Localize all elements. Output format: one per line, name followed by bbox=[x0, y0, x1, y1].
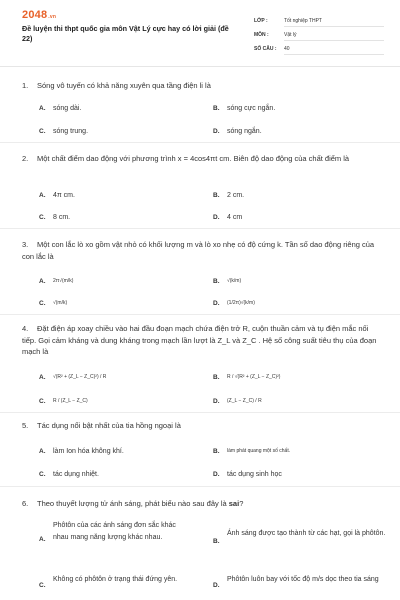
option-text: tác dụng sinh học bbox=[227, 471, 282, 478]
option-letter: C. bbox=[39, 582, 46, 589]
meta-count-label: SỐ CÂU : bbox=[254, 46, 277, 52]
question-stem: Tác dụng nổi bật nhất của tia hồng ngoại là bbox=[37, 421, 181, 430]
question-number: 3. bbox=[22, 240, 29, 249]
option-letter: A. bbox=[39, 374, 46, 381]
option-text: sóng cực ngắn. bbox=[227, 105, 276, 112]
option-text: Phôtôn của các ánh sáng đơn sắc khác nhau mang năng lượng khác nhau. bbox=[53, 522, 176, 541]
option-letter: C. bbox=[39, 128, 46, 135]
logo-suffix: .vn bbox=[48, 14, 57, 20]
option-letter: A. bbox=[39, 448, 46, 455]
option-letter: D. bbox=[213, 214, 220, 221]
option-text: 4π cm. bbox=[53, 192, 75, 199]
option-formula: 2π√(m/k) bbox=[53, 278, 74, 284]
option-letter: C. bbox=[39, 214, 46, 221]
option-text: tác dụng nhiệt. bbox=[53, 471, 99, 478]
question-stem: Theo thuyết lượng tử ánh sáng, phát biểu nào sau đây là bbox=[37, 499, 229, 508]
option-text: sóng trung. bbox=[53, 128, 89, 135]
logo-text: 2048 bbox=[22, 9, 48, 21]
option-formula: (1/2π)√(k/m) bbox=[227, 300, 255, 306]
option-text: sóng ngắn. bbox=[227, 128, 262, 135]
option-text: 8 cm. bbox=[53, 214, 71, 221]
question-number: 5. bbox=[22, 421, 29, 430]
header-divider bbox=[0, 66, 400, 67]
meta-subject-value: Vật lý bbox=[284, 32, 384, 41]
option-letter: B. bbox=[213, 448, 220, 455]
option-letter: B. bbox=[213, 374, 220, 381]
option-text: Phôtôn luôn bay với tốc độ m/s dọc theo tia sáng bbox=[227, 576, 379, 583]
option-letter: B. bbox=[213, 278, 220, 285]
option-formula: √(m/k) bbox=[53, 300, 68, 306]
question-text bbox=[22, 420, 382, 432]
option-letter: A. bbox=[39, 536, 46, 543]
option-formula: √(k/m) bbox=[227, 278, 242, 284]
option-letter: A. bbox=[39, 105, 46, 112]
option-letter: C. bbox=[39, 300, 46, 307]
exam-title: Đề luyện thi thpt quốc gia môn Vật Lý cực hay có lời giải (đề 22) bbox=[22, 24, 229, 43]
meta-subject-label: MÔN : bbox=[254, 32, 269, 38]
question-text bbox=[22, 323, 382, 358]
question-divider bbox=[0, 228, 400, 229]
option-text: sóng dài. bbox=[53, 105, 82, 112]
option-letter: C. bbox=[39, 471, 46, 478]
question-divider bbox=[0, 314, 400, 315]
question-emphasis: sai bbox=[228, 499, 240, 508]
option-letter: B. bbox=[213, 538, 220, 545]
question-stem: Một chất điểm dao động với phương trình x = 4cos4πt cm. Biên độ dao động của chất điểm là bbox=[37, 154, 350, 163]
question-stem: Sóng vô tuyến có khả năng xuyên qua tầng điện li là bbox=[37, 81, 211, 90]
question-number: 4. bbox=[22, 324, 29, 333]
option-text: 4 cm bbox=[227, 214, 243, 221]
question-text bbox=[22, 153, 382, 165]
option-letter: A. bbox=[39, 278, 46, 285]
question-stem: Đặt điện áp xoay chiều vào hai đầu đoạn mạch chứa điện trở R, cuộn thuần cảm và tụ điện mắc nối tiếp. Gọi cảm kháng và dung kháng trong mạch lần lượt là Z_L và Z_C . Hệ số công suất tiêu thụ của đoạn mạch là bbox=[22, 324, 377, 356]
option-letter: D. bbox=[213, 582, 220, 589]
option-letter: B. bbox=[213, 192, 220, 199]
question-text bbox=[22, 239, 382, 262]
option-formula: (Z_L − Z_C) / R bbox=[227, 398, 262, 404]
option-formula: R / √(R² + (Z_L − Z_C)²) bbox=[227, 374, 281, 380]
option-text: Không có phôtôn ở trạng thái đứng yên. bbox=[53, 576, 178, 583]
option-formula: √(R² + (Z_L − Z_C)²) / R bbox=[53, 374, 107, 380]
question-divider bbox=[0, 486, 400, 487]
option-letter: D. bbox=[213, 471, 220, 478]
option-formula: R / (Z_L − Z_C) bbox=[53, 398, 88, 404]
question-stem-end: ? bbox=[239, 499, 244, 508]
question-number: 2. bbox=[22, 154, 29, 163]
meta-count-value: 40 bbox=[284, 46, 384, 55]
option-letter: D. bbox=[213, 128, 220, 135]
option-text: Ánh sáng được tạo thành từ các hạt, gọi là phôtôn. bbox=[227, 530, 386, 537]
option-text: làm Ion hóa không khí. bbox=[53, 448, 124, 455]
meta-class-label: LỚP : bbox=[254, 18, 268, 24]
question-text bbox=[22, 498, 382, 510]
option-letter: C. bbox=[39, 398, 46, 405]
meta-class-value: Tốt nghiệp THPT bbox=[284, 18, 384, 27]
exam-header bbox=[0, 0, 400, 66]
option-letter: D. bbox=[213, 300, 220, 307]
option-text: 2 cm. bbox=[227, 192, 245, 199]
option-text: làm phát quang một số chất. bbox=[227, 448, 291, 454]
question-divider bbox=[0, 412, 400, 413]
option-letter: A. bbox=[39, 192, 46, 199]
option-letter: D. bbox=[213, 398, 220, 405]
question-number: 1. bbox=[22, 81, 29, 90]
question-divider bbox=[0, 142, 400, 143]
option-letter: B. bbox=[213, 105, 220, 112]
question-stem: Một con lắc lò xo gồm vật nhỏ có khối lượng m và lò xo nhẹ có độ cứng k. Tần số dao động riêng của con lắc là bbox=[22, 240, 375, 261]
question-number: 6. bbox=[22, 499, 29, 508]
question-text bbox=[22, 80, 382, 92]
site-logo[interactable] bbox=[22, 9, 56, 21]
